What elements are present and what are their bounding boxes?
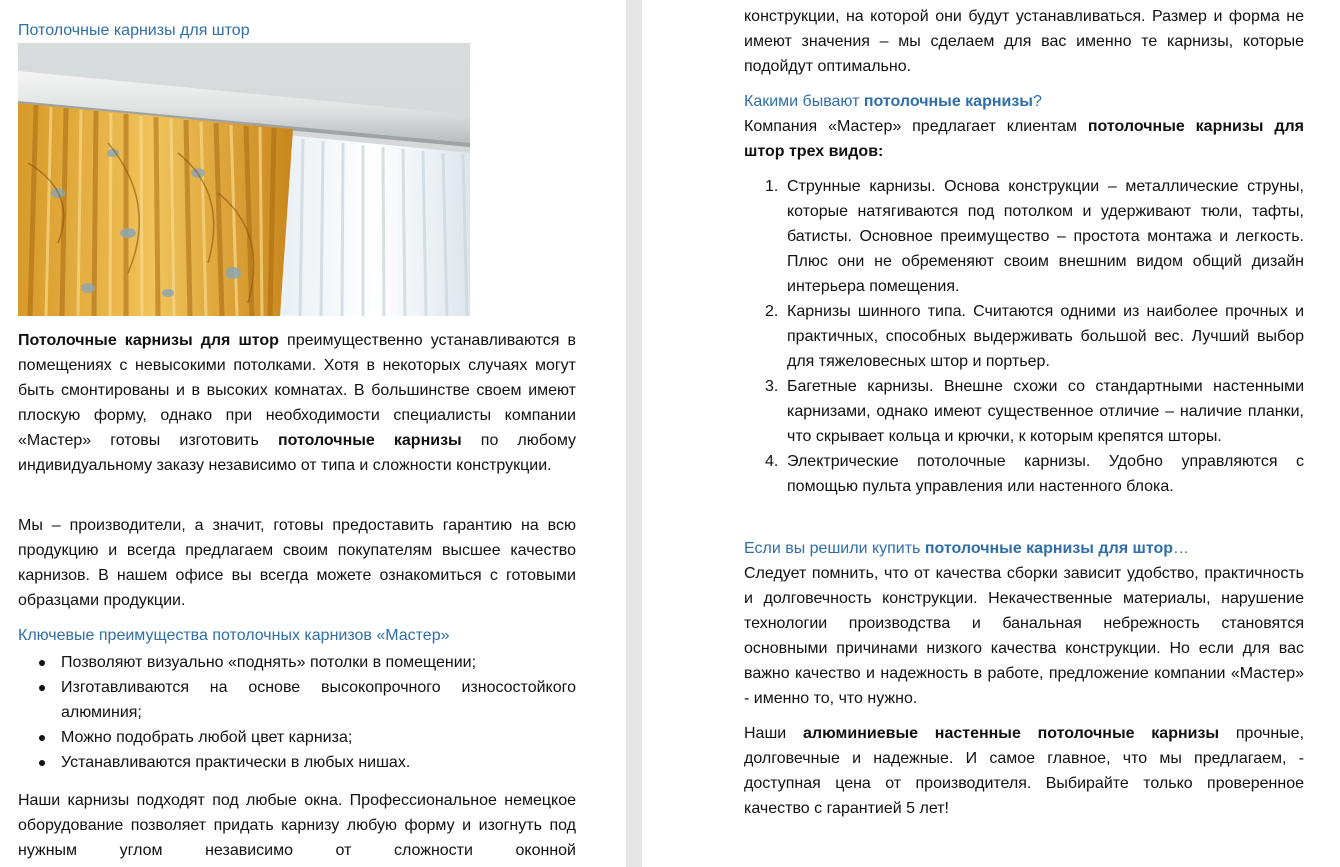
paragraph-final: Наши алюминиевые настенные потолочные карнизы прочные, долговечные и надежные. И самое главное, что мы предлагаем, - доступная цена от производителя. Выбирайте только проверенное качество с гарантией 5 лет!	[744, 725, 1305, 817]
list-item: 1. Струнные карнизы. Основа конструкции – металлические струны, которые натягиваются под потолком и удерживают тюли, тафты, батисты. Основное преимущество – простота монтажа и легкость. Плюс они не обременяют своим внешним видом общий дизайн интерьера помещения.	[765, 178, 1304, 295]
advantages-list	[18, 650, 576, 775]
paragraph-continued: конструкции, на которой они будут устанавливаться. Размер и форма не имеют значения – мы сделаем для вас именно те карнизы, которые подойдут оптимально.	[744, 8, 1304, 75]
curtain-photo	[18, 43, 470, 316]
list-item: Устанавливаются практически в любых нишах.	[61, 750, 576, 775]
document-page-left	[0, 0, 626, 867]
section-heading-main: Потолочные карнизы для штор	[18, 22, 250, 39]
intro-paragraph	[18, 328, 576, 478]
buy-heading: Если вы решили купить потолочные карнизы для штор…	[744, 540, 1190, 557]
paragraph-quality: Следует помнить, что от качества сборки зависит удобство, практичность и долговечность конструкции. Некачественные материалы, нарушение технологии производства и банальная небрежность становятся основными причинами низкого качества конструкции. Но если для вас важно качество и надежность в работе, предложение компании «Мастер» - именно то, что нужно.	[744, 565, 1304, 707]
list-item: 3. Багетные карнизы. Внешне схожи со стандартными настенными карнизами, однако имеют существенное отличие – наличие планки, что скрывает кольца и крючки, к которым крепятся шторы.	[765, 378, 1304, 445]
paragraph-windows: Наши карнизы подходят под любые окна. Профессиональное немецкое оборудование позволяет придать карнизу любую форму и изогнуть под нужным углом независимо от сложности оконной	[18, 792, 576, 859]
list-item: 4. Электрические потолочные карнизы. Удобно управляются с помощью пульта управления или настенного блока.	[765, 453, 1304, 495]
document-page-right	[642, 0, 1340, 867]
list-item: Можно подобрать любой цвет карниза;	[61, 725, 576, 750]
list-item: Позволяют визуально «поднять» потолки в помещении;	[61, 650, 576, 675]
paragraph-guarantee: Мы – производители, а значит, готовы предоставить гарантию на всю продукцию и всегда предлагаем своим покупателям высшее качество карнизов. В нашем офисе вы всегда можете ознакомиться с готовыми образцами продукции.	[18, 517, 576, 609]
types-heading: Какими бывают потолочные карнизы?	[744, 93, 1042, 110]
types-list	[744, 174, 1304, 499]
list-item: 2. Карнизы шинного типа. Считаются одними из наиболее прочных и практичных, способных выдерживать большой вес. Лучший выбор для тяжеловесных штор и портьер.	[765, 303, 1304, 370]
list-item: Изготавливаются на основе высокопрочного износостойкого алюминия;	[61, 675, 576, 725]
types-intro: Компания «Мастер» предлагает клиентам потолочные карнизы для штор трех видов:	[744, 118, 1304, 160]
tulle-curtain	[280, 135, 470, 316]
intro-bold-2: потолочные карнизы	[277, 432, 462, 449]
gold-curtain	[18, 103, 293, 316]
intro-text-2: по любому индивидуальному заказу независимо от типа и сложности конструкции.	[18, 432, 577, 474]
intro-text: преимущественно устанавливаются в помещениях с невысокими потолками. Хотя в некоторых случаях могут быть смонтированы и в высоких комнатах. В большинстве своем имеют плоскую форму, однако при необходимости специалисты компании «Мастер» готовы изготовить	[18, 332, 576, 449]
intro-bold: Потолочные карнизы для штор	[18, 332, 279, 349]
advantages-heading: Ключевые преимущества потолочных карнизов «Мастер»	[18, 627, 450, 644]
